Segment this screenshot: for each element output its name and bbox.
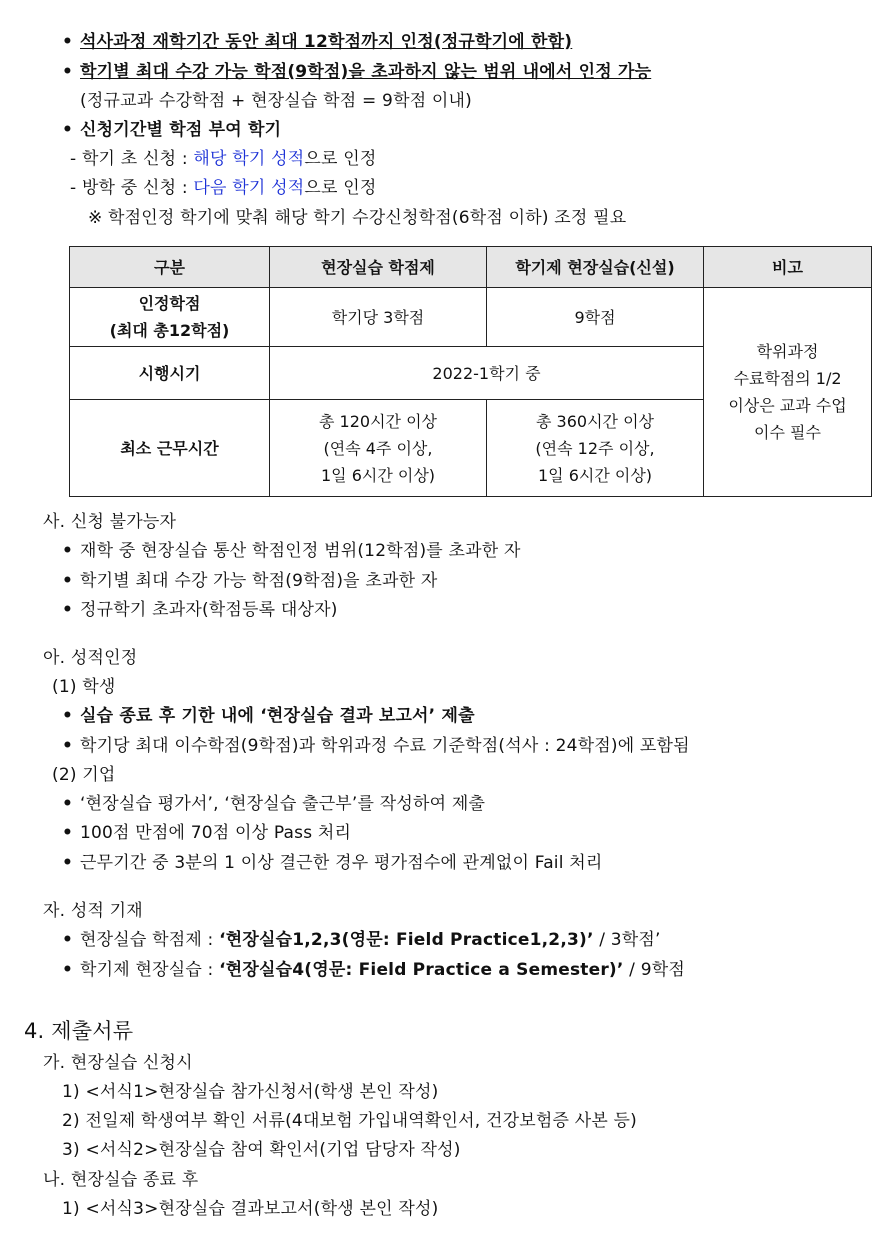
list-item-text: 정규학기 초과자(학점등록 대상자) [80, 600, 338, 620]
dash-prefix: - 학기 초 신청 : [70, 149, 194, 169]
cell-line: (연속 12주 이상, [535, 438, 655, 458]
section-title-grading: 아. 성적인정 [43, 648, 138, 668]
row-label-line: 인정학점 [138, 294, 201, 313]
credit-note: (정규교과 수강학점 + 현장실습 학점 = 9학점 이내) [80, 91, 472, 111]
dash-highlight: 다음 학기 성적 [193, 178, 305, 198]
row-label-period: 시행시기 [70, 347, 270, 400]
list-item [62, 568, 438, 594]
cell-line: 1일 6시간 이상) [320, 465, 436, 485]
bullet-text: 석사과정 재학기간 동안 최대 12학점까지 인정(정규학기에 한함) [80, 32, 573, 52]
table-row [70, 288, 872, 347]
list-item [62, 733, 690, 759]
subsection-student: (1) 학생 [52, 677, 116, 697]
list-item [62, 850, 603, 876]
subsection-completion: 나. 현장실습 종료 후 [43, 1170, 199, 1190]
credit-table [69, 246, 872, 497]
bullet-application-period [62, 117, 281, 143]
cell-line: 총 360시간 이상 [536, 411, 654, 431]
table-cell [487, 400, 704, 497]
subsection-company: (2) 기업 [52, 765, 116, 785]
list-item [62, 703, 475, 729]
subsection-application: 가. 현장실습 신청시 [43, 1053, 193, 1073]
list-item [62, 597, 338, 623]
table-header-row [70, 247, 872, 288]
header-credit-system: 현장실습 학점제 [270, 247, 487, 288]
list-item-text: / 9학점 [623, 960, 685, 980]
list-item [62, 820, 351, 846]
list-item-text: 실습 종료 후 기한 내에 ‘현장실습 결과 보고서’ 제출 [80, 706, 475, 726]
bullet-semester-max [62, 59, 651, 85]
row-label-credits [70, 288, 270, 347]
list-item [62, 957, 685, 983]
section-title-record: 자. 성적 기재 [43, 901, 143, 921]
bullet-credit-limit [62, 29, 572, 55]
list-item-text: 학기제 현장실습 : [80, 960, 220, 980]
list-item: 3) <서식2>현장실습 참여 확인서(기업 담당자 작성) [62, 1140, 461, 1160]
course-name: ‘현장실습1,2,3(영문: Field Practice1,2,3)’ [219, 930, 594, 950]
header-remark: 비고 [704, 247, 872, 288]
remark-line: 학위과정 [756, 342, 819, 361]
cell-line: 1일 6시간 이상) [537, 465, 653, 485]
list-item [62, 791, 485, 817]
cell-line: 총 120시간 이상 [319, 411, 437, 431]
header-category: 구분 [70, 247, 270, 288]
row-label-line: (최대 총12학점) [109, 321, 230, 340]
list-item: 1) <서식1>현장실습 참가신청서(학생 본인 작성) [62, 1082, 439, 1102]
dash-item-semester-start [70, 146, 376, 172]
dash-prefix: - 방학 중 신청 : [70, 178, 194, 198]
section-heading-documents: 4. 제출서류 [24, 1019, 134, 1043]
table-cell [270, 400, 487, 497]
remark-line: 이수 필수 [754, 423, 821, 442]
list-item-text: ‘현장실습 평가서’, ‘현장실습 출근부’를 작성하여 제출 [80, 794, 486, 814]
header-semester-system: 학기제 현장실습(신설) [487, 247, 704, 288]
remark-line: 수료학점의 1/2 [733, 369, 842, 388]
list-item-text: 근무기간 중 3분의 1 이상 결근한 경우 평가점수에 관계없이 Fail 처리 [80, 853, 603, 873]
section-title-ineligible: 사. 신청 불가능자 [43, 512, 177, 532]
table-cell: 9학점 [487, 288, 704, 347]
remark-line: 이상은 교과 수업 [728, 396, 847, 415]
list-item-text: 100점 만점에 70점 이상 Pass 처리 [80, 823, 352, 843]
list-item-text: / 3학점’ [593, 930, 661, 950]
list-item [62, 538, 521, 564]
list-item-text: 학기별 최대 수강 가능 학점(9학점)을 초과한 자 [80, 571, 438, 591]
dash-highlight: 해당 학기 성적 [193, 149, 305, 169]
list-item-text: 현장실습 학점제 : [80, 930, 220, 950]
bullet-text: 학기별 최대 수강 가능 학점(9학점)을 초과하지 않는 범위 내에서 인정 가능 [80, 62, 652, 82]
dash-item-vacation [70, 175, 376, 201]
row-label-hours: 최소 근무시간 [70, 400, 270, 497]
list-item-text: 학기당 최대 이수학점(9학점)과 학위과정 수료 기준학점(석사 : 24학점)에 포함됨 [80, 736, 690, 756]
dash-suffix: 으로 인정 [304, 178, 377, 198]
table-cell: 학기당 3학점 [270, 288, 487, 347]
dash-suffix: 으로 인정 [304, 149, 377, 169]
remark-cell [704, 288, 872, 497]
list-item: 1) <서식3>현장실습 결과보고서(학생 본인 작성) [62, 1199, 439, 1219]
list-item-text: 재학 중 현장실습 통산 학점인정 범위(12학점)를 초과한 자 [80, 541, 521, 561]
course-name: ‘현장실습4(영문: Field Practice a Semester)’ [219, 960, 624, 980]
table-cell: 2022-1학기 중 [270, 347, 704, 400]
reference-note: ※ 학점인정 학기에 맞춰 해당 학기 수강신청학점(6학점 이하) 조정 필요 [88, 208, 627, 228]
bullet-text: 신청기간별 학점 부여 학기 [80, 120, 282, 140]
list-item: 2) 전일제 학생여부 확인 서류(4대보험 가입내역확인서, 건강보험증 사본 등) [62, 1111, 637, 1131]
cell-line: (연속 4주 이상, [323, 438, 433, 458]
list-item [62, 927, 661, 953]
